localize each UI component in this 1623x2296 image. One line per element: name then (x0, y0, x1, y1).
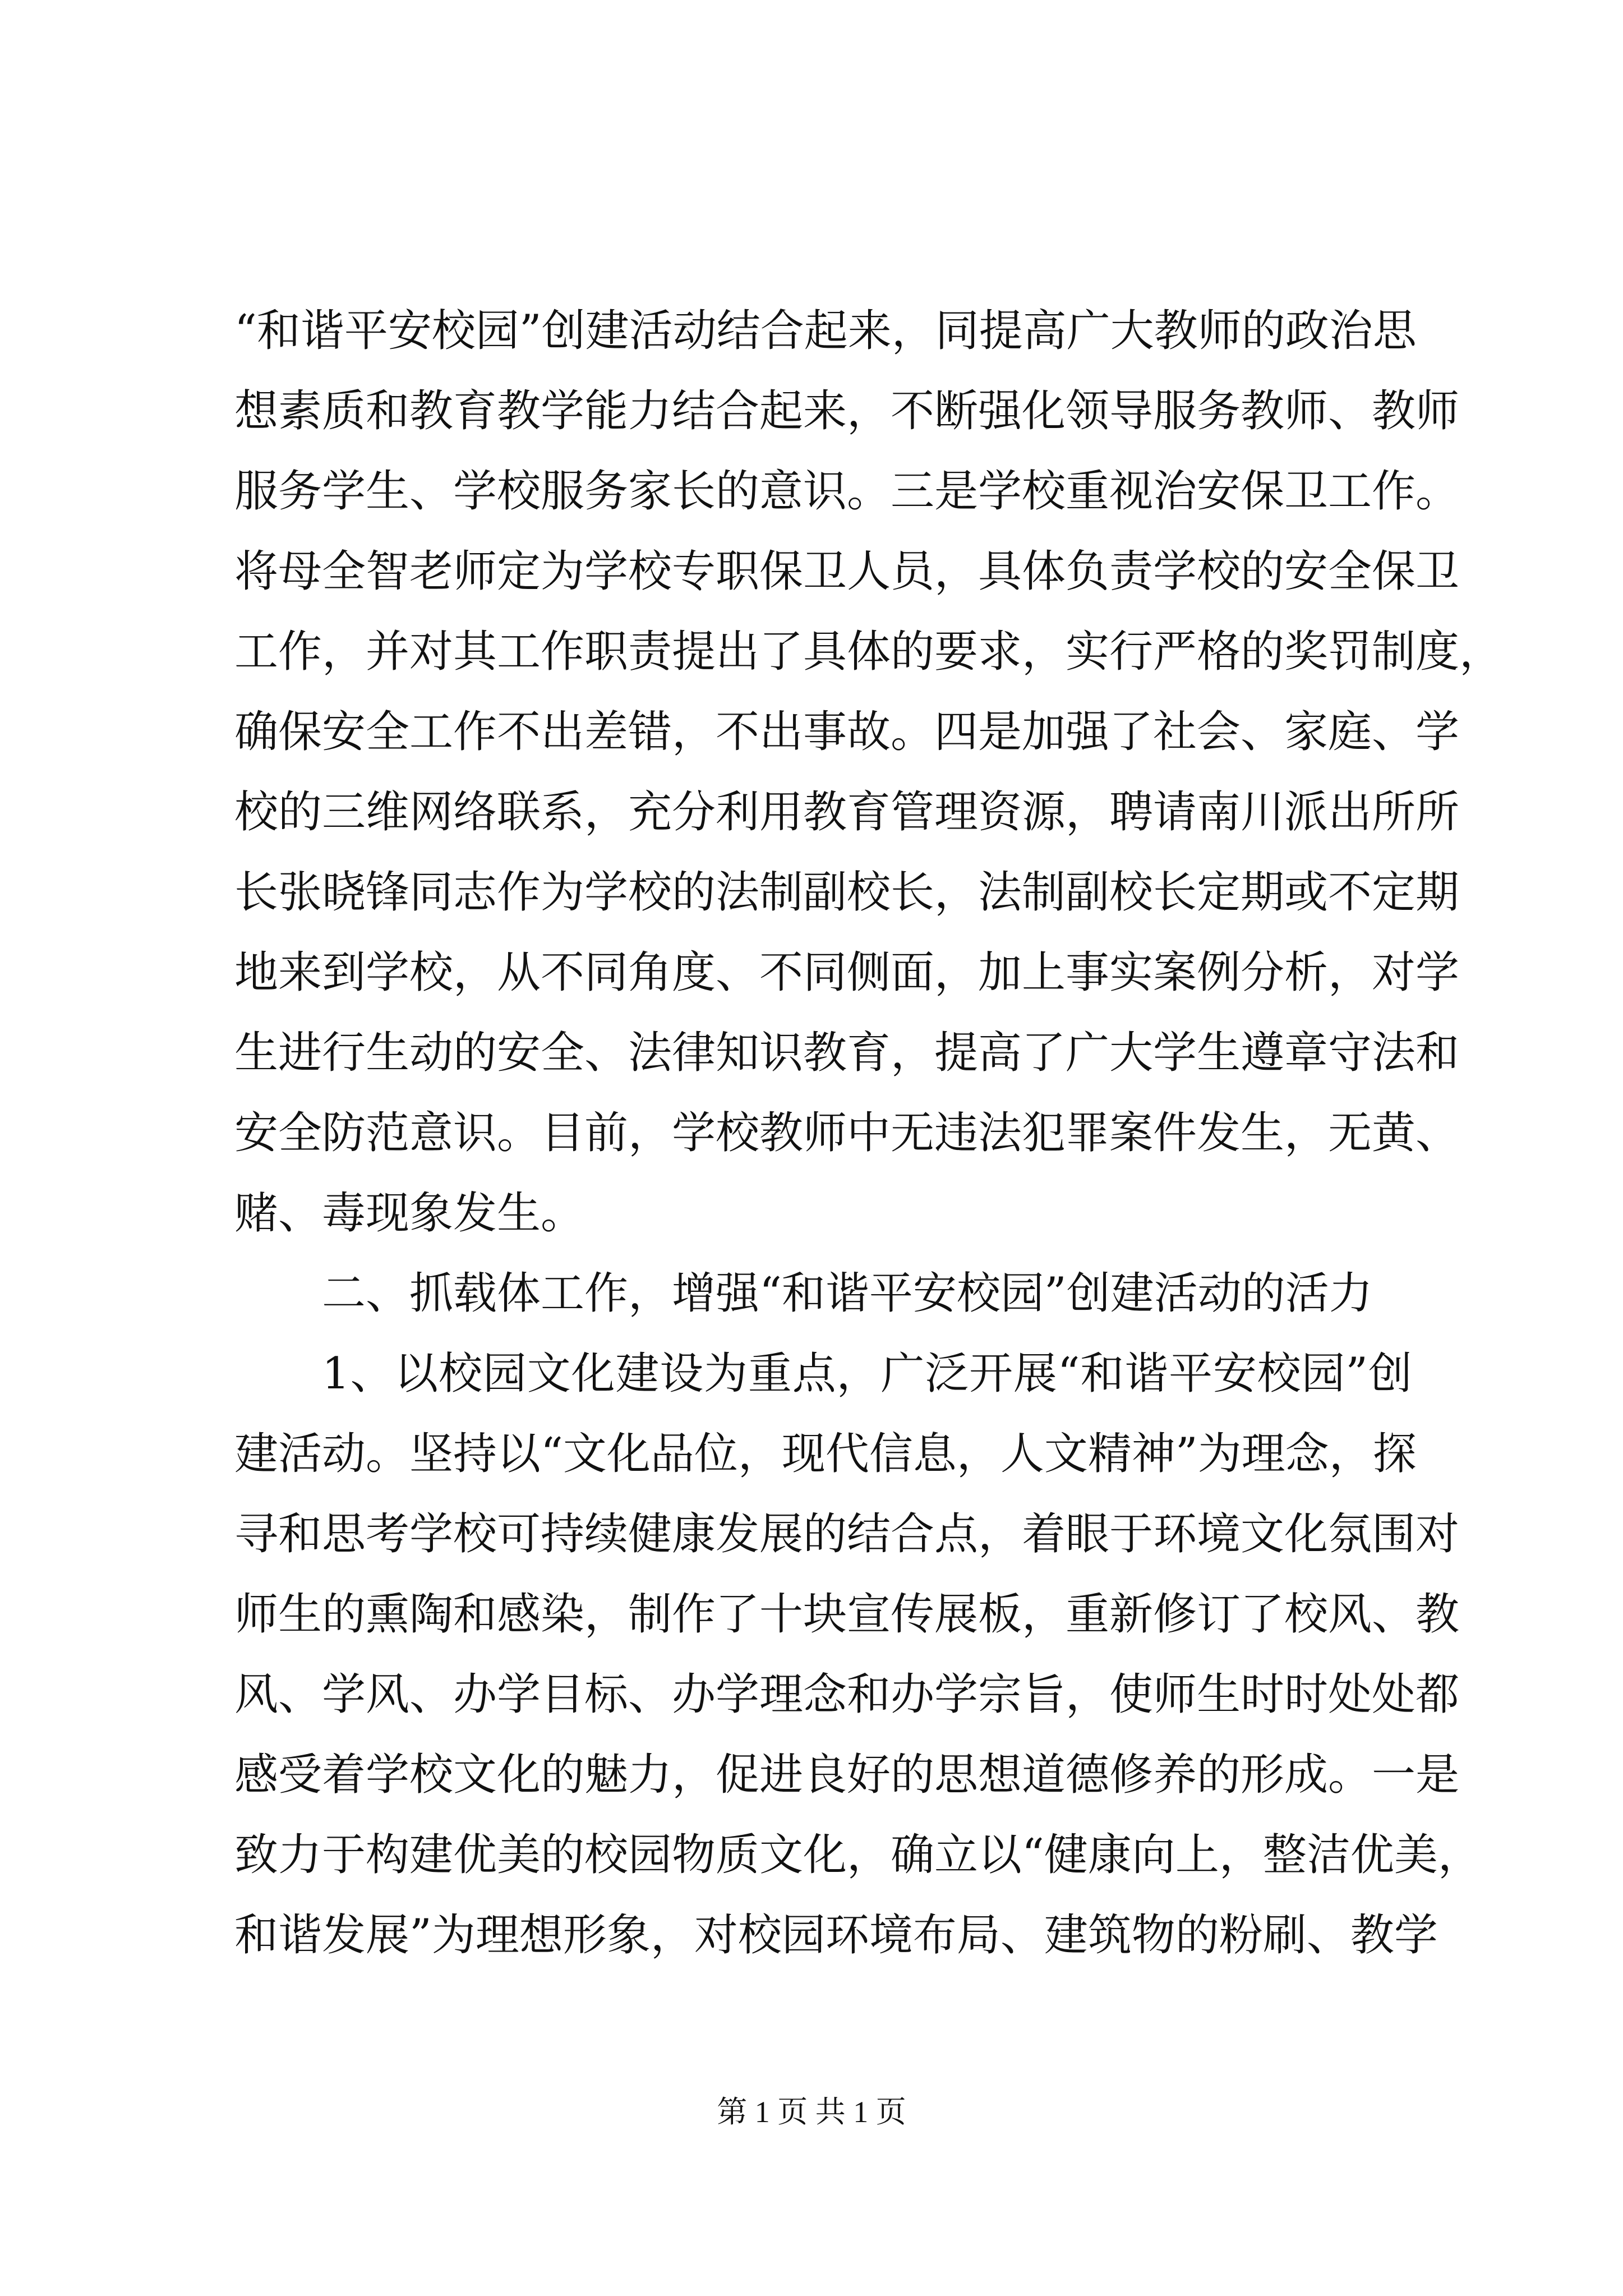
body-line: “和谐平安校园”创建活动结合起来，同提高广大教师的政治思 (234, 306, 1417, 356)
body-line: 建活动。坚持以“文化品位，现代信息，人文精神”为理念，探 (234, 1429, 1417, 1479)
body-line: 赌、毒现象发生。 (234, 1188, 585, 1239)
section-heading: 二、抓载体工作，增强“和谐平安校园”创建活动的活力 (322, 1268, 1373, 1319)
page-number-footer: 第 1 页 共 1 页 (717, 2095, 906, 2129)
body-line: 生进行生动的安全、法律知识教育，提高了广大学生遵章守法和 (234, 1028, 1460, 1078)
body-line: 长张晓锋同志作为学校的法制副校长，法制副校长定期或不定期 (234, 867, 1460, 918)
body-line: 工作，并对其工作职责提出了具体的要求，实行严格的奖罚制度， (234, 627, 1504, 677)
body-line: 校的三维网络联系，充分利用教育管理资源，聘请南川派出所所 (234, 787, 1460, 838)
paragraph-start-line: 1、以校园文化建设为重点，广泛开展“和谐平安校园”创 (322, 1349, 1412, 1399)
body-line: 风、学风、办学目标、办学理念和办学宗旨，使师生时时处处都 (234, 1669, 1460, 1720)
body-line: 想素质和教育教学能力结合起来，不断强化领导服务教师、教师 (234, 386, 1460, 436)
body-line: 确保安全工作不出差错，不出事故。四是加强了社会、家庭、学 (234, 707, 1460, 757)
body-line: 致力于构建优美的校园物质文化，确立以“健康向上，整洁优美， (234, 1830, 1482, 1880)
body-line: 感受着学校文化的魅力，促进良好的思想道德修养的形成。一是 (234, 1750, 1460, 1800)
body-line: 和谐发展”为理想形象，对校园环境布局、建筑物的粉刷、教学 (234, 1910, 1438, 1961)
body-line: 师生的熏陶和感染，制作了十块宣传展板，重新修订了校风、教 (234, 1589, 1460, 1640)
body-line: 寻和思考学校可持续健康发展的结合点，着眼于环境文化氛围对 (234, 1509, 1460, 1559)
body-line: 将母全智老师定为学校专职保卫人员，具体负责学校的安全保卫 (234, 546, 1460, 597)
body-line: 地来到学校，从不同角度、不同侧面，加上事实案例分析，对学 (234, 947, 1460, 998)
body-line: 安全防范意识。目前，学校教师中无违法犯罪案件发生，无黄、 (234, 1108, 1460, 1158)
body-line: 服务学生、学校服务家长的意识。三是学校重视治安保卫工作。 (234, 466, 1460, 517)
